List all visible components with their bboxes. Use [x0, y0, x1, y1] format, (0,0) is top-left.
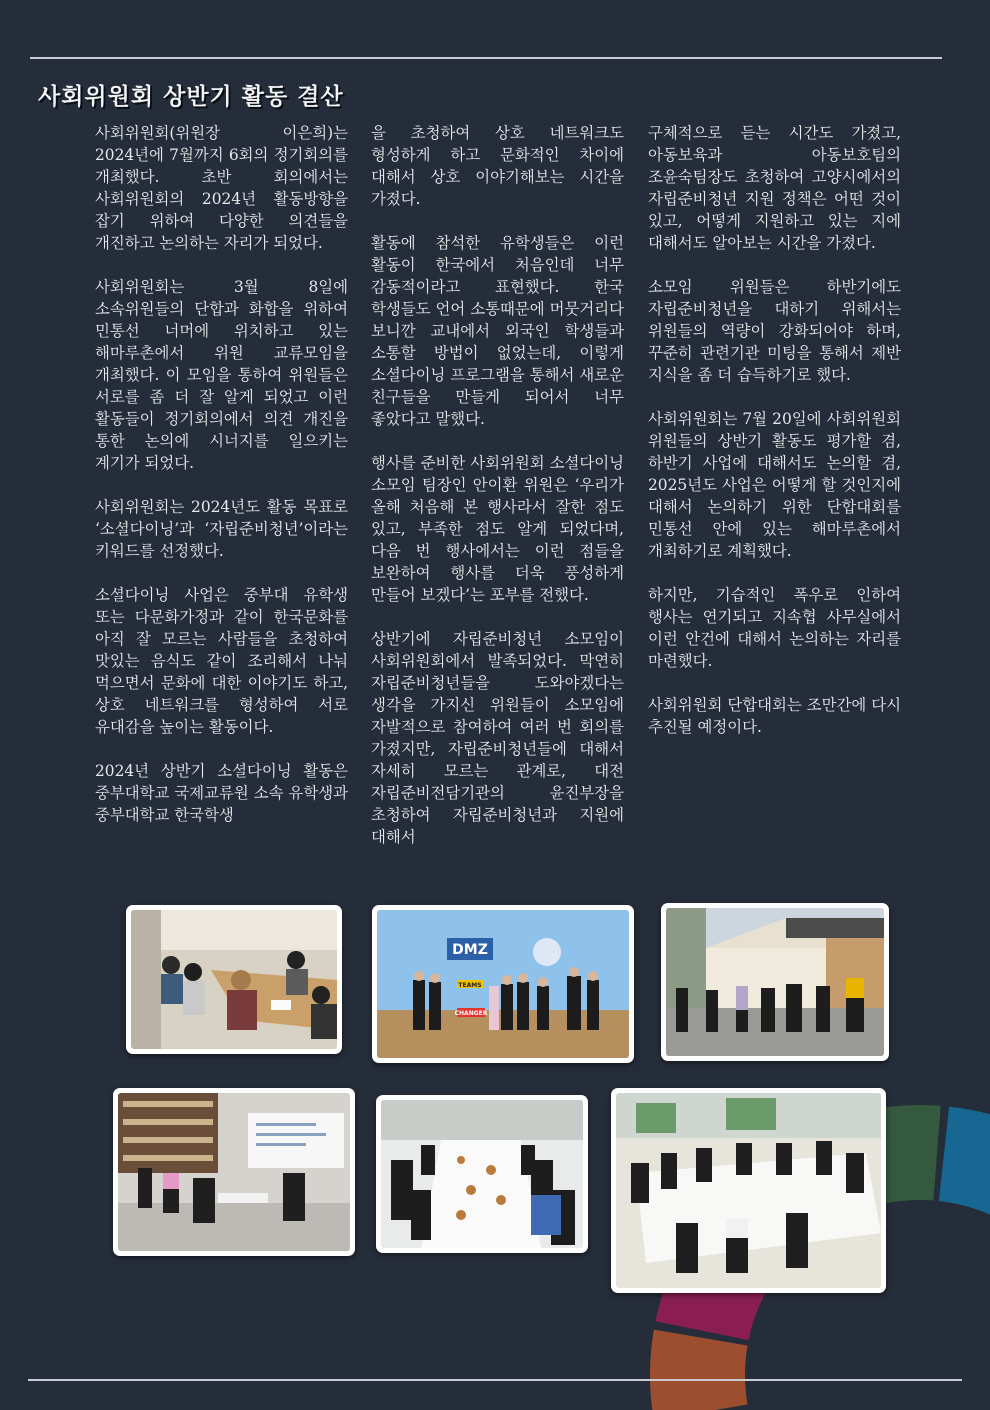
text-column-3: [648, 122, 901, 760]
paragraph: 사회위원회는 2024년도 활동 목표로 ‘소셜다이닝’과 ‘자립준비청년’이라는 키워드를 선정했다.: [95, 498, 348, 560]
paragraph: 사회위원회(위원장 이은희)는 2024년에 7월까지 6회의 정기회의를 개최했다. 초반 회의에서는 사회위원회의 2024년 활동방향을 잡기 위하여 다양한 의견들을 개진하고 논의하는 자리가 되었다.: [95, 124, 348, 252]
bottom-rule: [28, 1379, 962, 1381]
sign-changer-text: CHANGER: [454, 1010, 488, 1017]
paragraph: 사회위원회는 7월 20일에 사회위원회 위원들의 상반기 활동도 평가할 겸, 하반기 사업에 대해서도 논의할 겸, 2025년도 사업은 어떻게 할 것인지에 대해서 논의하기 위한 단합대회를 민통선 안에 있는 해마루촌에서 개최하기로 계획했다.: [648, 410, 901, 560]
paragraph: 구체적으로 듣는 시간도 가졌고, 아동보육과 아동보호팀의 조윤숙팀장도 초청하여 고양시에서의 자립준비청년 지원 정책은 어떤 것이 있고, 어떻게 지원하고 있는 지에 대해서도 알아보는 시간을 가졌다.: [648, 124, 901, 252]
paragraph: 활동에 참석한 유학생들은 이런 활동이 한국에서 처음인데 너무 감동적이라고 표현했다. 한국 학생들도 언어 소통때문에 머뭇거리다 보니깐 교내에서 외국인 학생들과 소통할 방법이 없었는데, 이렇게 소셜다이닝 프로그램을 통해서 새로운 친구들을 만들게 되어서 너무 좋았다고 말했다.: [371, 234, 624, 428]
photo-library-lecture: [113, 1088, 355, 1256]
photo-village-house: [661, 903, 889, 1061]
photo-dmz-group: [372, 905, 634, 1063]
sign-main-text: DMZ: [452, 942, 488, 958]
photo-meeting-room: [126, 905, 342, 1054]
paragraph: 소셜다이닝 사업은 중부대 유학생 또는 다문화가정과 같이 한국문화를 아직 잘 모르는 사람들을 초청하여 맛있는 음식도 같이 조리해서 나눠 먹으면서 문화에 대한 이야기도 하고, 상호 네트워크를 형성하여 서로 유대감을 높이는 활동이다.: [95, 586, 348, 736]
sdg-wheel-segment: [939, 1107, 990, 1218]
page-title: 사회위원회 상반기 활동 결산: [38, 84, 344, 110]
paragraph: 사회위원회는 3월 8일에 소속위원들의 단합과 화합을 위하여 민통선 너머에 위치하고 있는 해마루촌에서 위원 교류모임을 개최했다. 이 모임을 통하여 위원들은 서로를 좀 더 잘 알게 되었고 이런 활동들이 정기회의에서 의견 개진을 통한 논의에 시너지를 일으키는 계기가 되었다.: [95, 278, 348, 472]
paragraph: 소모임 위원들은 하반기에도 자립준비청년을 대하기 위해서는 위원들의 역량이 강화되어야 하며, 꾸준히 관련기관 미팅을 통해서 제반 지식을 좀 더 습득하기로 했다.: [648, 278, 901, 384]
paragraph: 2024년 상반기 소셜다이닝 활동은 중부대학교 국제교류원 소속 유학생과 중부대학교 한국학생: [95, 762, 348, 824]
sign-team-text: TEAMS: [458, 982, 482, 989]
paragraph: 사회위원회 단합대회는 조만간에 다시 추진될 예정이다.: [648, 696, 901, 736]
paragraph: 하지만, 기습적인 폭우로 인하여 행사는 연기되고 지속협 사무실에서 이런 안건에 대해서 논의하는 자리를 마련했다.: [648, 586, 901, 670]
paragraph: 을 초청하여 상호 네트워크도 형성하게 하고 문화적인 차이에 대해서 상호 이야기해보는 시간을 가졌다.: [371, 124, 624, 208]
top-rule: [30, 57, 942, 59]
paragraph: 행사를 준비한 사회위원회 소셜다이닝 소모임 팀장인 안이환 위원은 ‘우리가 올해 처음해 본 행사라서 잘한 점도 있고, 부족한 점도 알게 되었다며, 다음 번 행사에서는 이런 점들을 보완하여 행사를 더욱 풍성하게 만들어 보겠다’는 포부를 전했다.: [371, 454, 624, 604]
paragraph: 상반기에 자립준비청년 소모임이 사회위원회에서 발족되었다. 막연히 자립준비청년들을 도와야겠다는 생각을 가지신 위원들이 소모임에 자발적으로 참여하여 여러 번 회의를 가졌지만, 자립준비청년들에 대해서 자세히 모르는 관계로, 대전 자립준비전담기관의 윤진부장을 초청하여 자립준비청년과 지원에 대해서: [371, 630, 624, 846]
photo-social-dining-table: [376, 1095, 588, 1253]
text-column-2: [371, 122, 624, 870]
text-column-1: [95, 122, 348, 848]
sdg-wheel-segment: [650, 1330, 747, 1410]
photo-dining-hall-group: [611, 1088, 886, 1293]
